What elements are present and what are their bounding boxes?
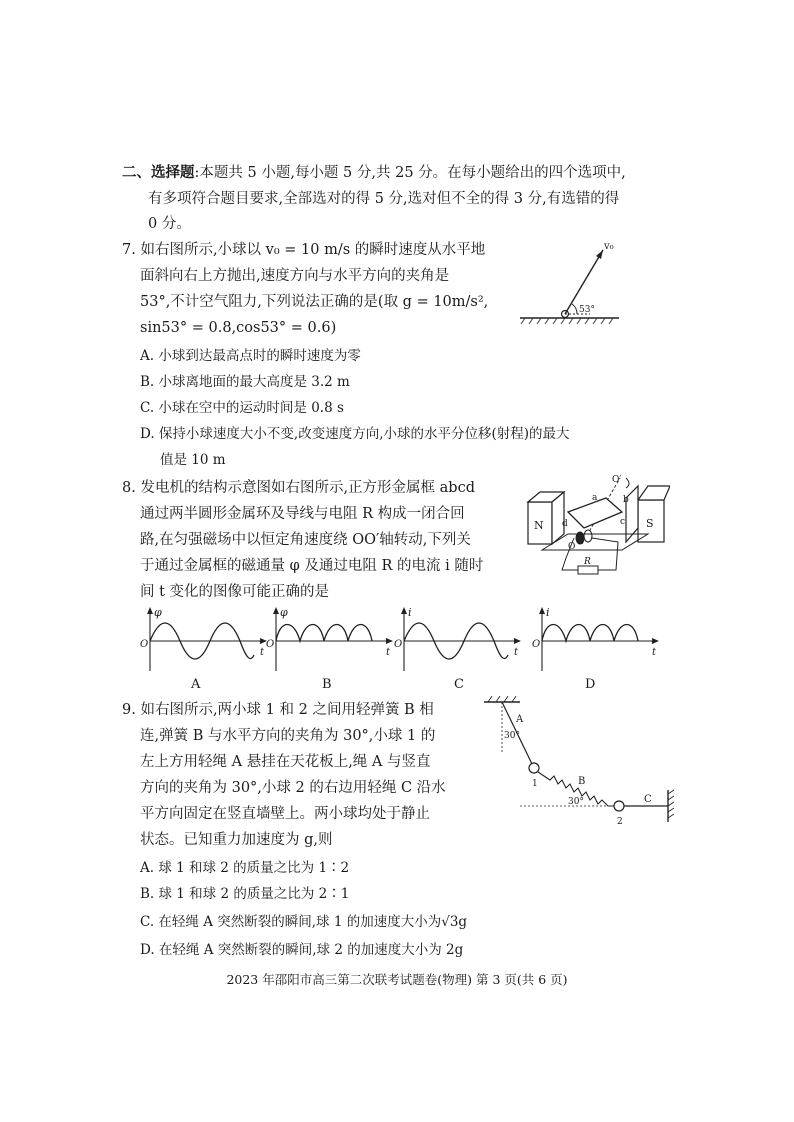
ball-1-label: 1 [532,779,538,789]
graph-a [140,605,270,675]
spring-angle-label: 30° [568,797,584,807]
q7-stem-line: 53°,不计空气阻力,下列说法正确的是(取 g = 10m/s², [140,294,489,310]
axis-o-prime-label: O′ [612,475,622,485]
graph-c-t-label: t [514,647,519,658]
rope-a-label: A [516,714,524,725]
q7-option-d-cont: 值是 10 m [160,452,226,468]
section-heading: 二、选择题 [122,164,195,181]
s-pole-label: S [646,517,654,530]
graph-b-t-label: t [386,647,391,658]
angle-53-label: 53° [579,305,595,315]
q7-option-c: C. 小球在空中的运动时间是 0.8 s [140,400,344,416]
frame-d-label: d [562,519,568,529]
q9-option-d: D. 在轻绳 A 突然断裂的瞬间,球 2 的加速度大小为 2g [140,942,464,958]
q9-stem-line: 方向的夹角为 30°,小球 2 的右边用轻绳 C 沿水 [140,780,446,796]
graph-a-y-label: φ [154,606,162,619]
graph-b-caption: B [322,677,332,692]
n-pole-label: N [534,519,544,532]
rope-a-angle-label: 30° [504,731,520,741]
frame-c-label: c [620,517,626,527]
resistor-r-label: R [584,557,591,567]
q8-stem-line: 路,在匀强磁场中以恒定角速度绕 OO′轴转动,下列关 [140,532,471,548]
spring-balls-diagram [480,694,684,830]
q9-option-b: B. 球 1 和球 2 的质量之比为 2∶1 [140,886,350,902]
section-instructions-line3: 0 分。 [148,216,191,232]
q8-stem-line: 通过两半圆形金属环及导线与电阻 R 构成一闭合回 [140,506,465,522]
graph-b-origin: O [266,639,275,650]
q7-option-b: B. 小球离地面的最大高度是 3.2 m [140,374,350,390]
graph-d-y-label: i [546,606,550,619]
q9-stem-line: 连,弹簧 B 与水平方向的夹角为 30°,小球 1 的 [140,728,436,744]
graph-c [394,605,524,675]
graph-d-origin: O [532,639,541,650]
graph-a-caption: A [191,677,201,692]
graph-c-origin: O [394,639,403,650]
projectile-diagram [515,236,625,326]
q9-stem-line: 平方向固定在竖直墙壁上。两小球均处于静止 [140,806,430,822]
spring-b-label: B [578,776,586,787]
graph-c-y-label: i [408,606,412,619]
q7-stem-line: 7. 如右图所示,小球以 v₀ = 10 m/s 的瞬时速度从水平地 [122,242,486,258]
graph-c-caption: C [454,677,464,692]
q8-stem-line: 间 t 变化的图像可能正确的是 [140,584,330,600]
section-instructions: :本题共 5 小题,每小题 5 分,共 25 分。在每小题给出的四个选项中, [194,165,626,181]
graph-b [266,605,396,675]
q9-option-a: A. 球 1 和球 2 的质量之比为 1∶2 [140,860,350,876]
v0-label: v₀ [604,241,614,252]
section-heading-line [122,163,626,183]
rope-c-label: C [644,794,652,805]
page-footer: 2023 年邵阳市高三第二次联考试题卷(物理) 第 3 页(共 6 页) [226,972,568,987]
q9-stem-line: 9. 如右图所示,两小球 1 和 2 之间用轻弹簧 B 相 [122,702,434,718]
graph-a-origin: O [140,639,149,650]
graph-d-t-label: t [652,647,657,658]
graph-d [532,605,662,675]
q9-option-c: C. 在轻绳 A 突然断裂的瞬间,球 1 的加速度大小为√3g [140,914,468,930]
q8-stem-line: 8. 发电机的结构示意图如右图所示,正方形金属框 abcd [122,480,475,496]
q7-option-d: D. 保持小球速度大小不变,改变速度方向,小球的水平分位移(射程)的最大 [140,426,570,442]
generator-diagram [522,472,670,578]
q7-stem-line: sin53° = 0.8,cos53° = 0.6) [140,320,337,336]
q9-stem-line: 左上方用轻绳 A 悬挂在天花板上,绳 A 与竖直 [140,754,431,770]
frame-a-label: a [592,493,598,503]
q7-stem-line: 面斜向右上方抛出,速度方向与水平方向的夹角是 [140,268,450,284]
graph-a-t-label: t [260,647,265,658]
q7-option-a: A. 小球到达最高点时的瞬时速度为零 [140,348,361,364]
ball-2-label: 2 [617,817,623,827]
section-instructions-line2: 有多项符合题目要求,全部选对的得 5 分,选对但不全的得 3 分,有选错的得 [148,191,620,207]
q9-stem-line: 状态。已知重力加速度为 g,则 [140,832,333,848]
graph-d-caption: D [585,677,596,692]
axis-o-label: O [568,542,576,552]
graph-b-y-label: φ [280,606,288,619]
q8-stem-line: 于通过金属框的磁通量 φ 及通过电阻 R 的电流 i 随时 [140,558,484,574]
frame-b-label: b [623,495,629,505]
